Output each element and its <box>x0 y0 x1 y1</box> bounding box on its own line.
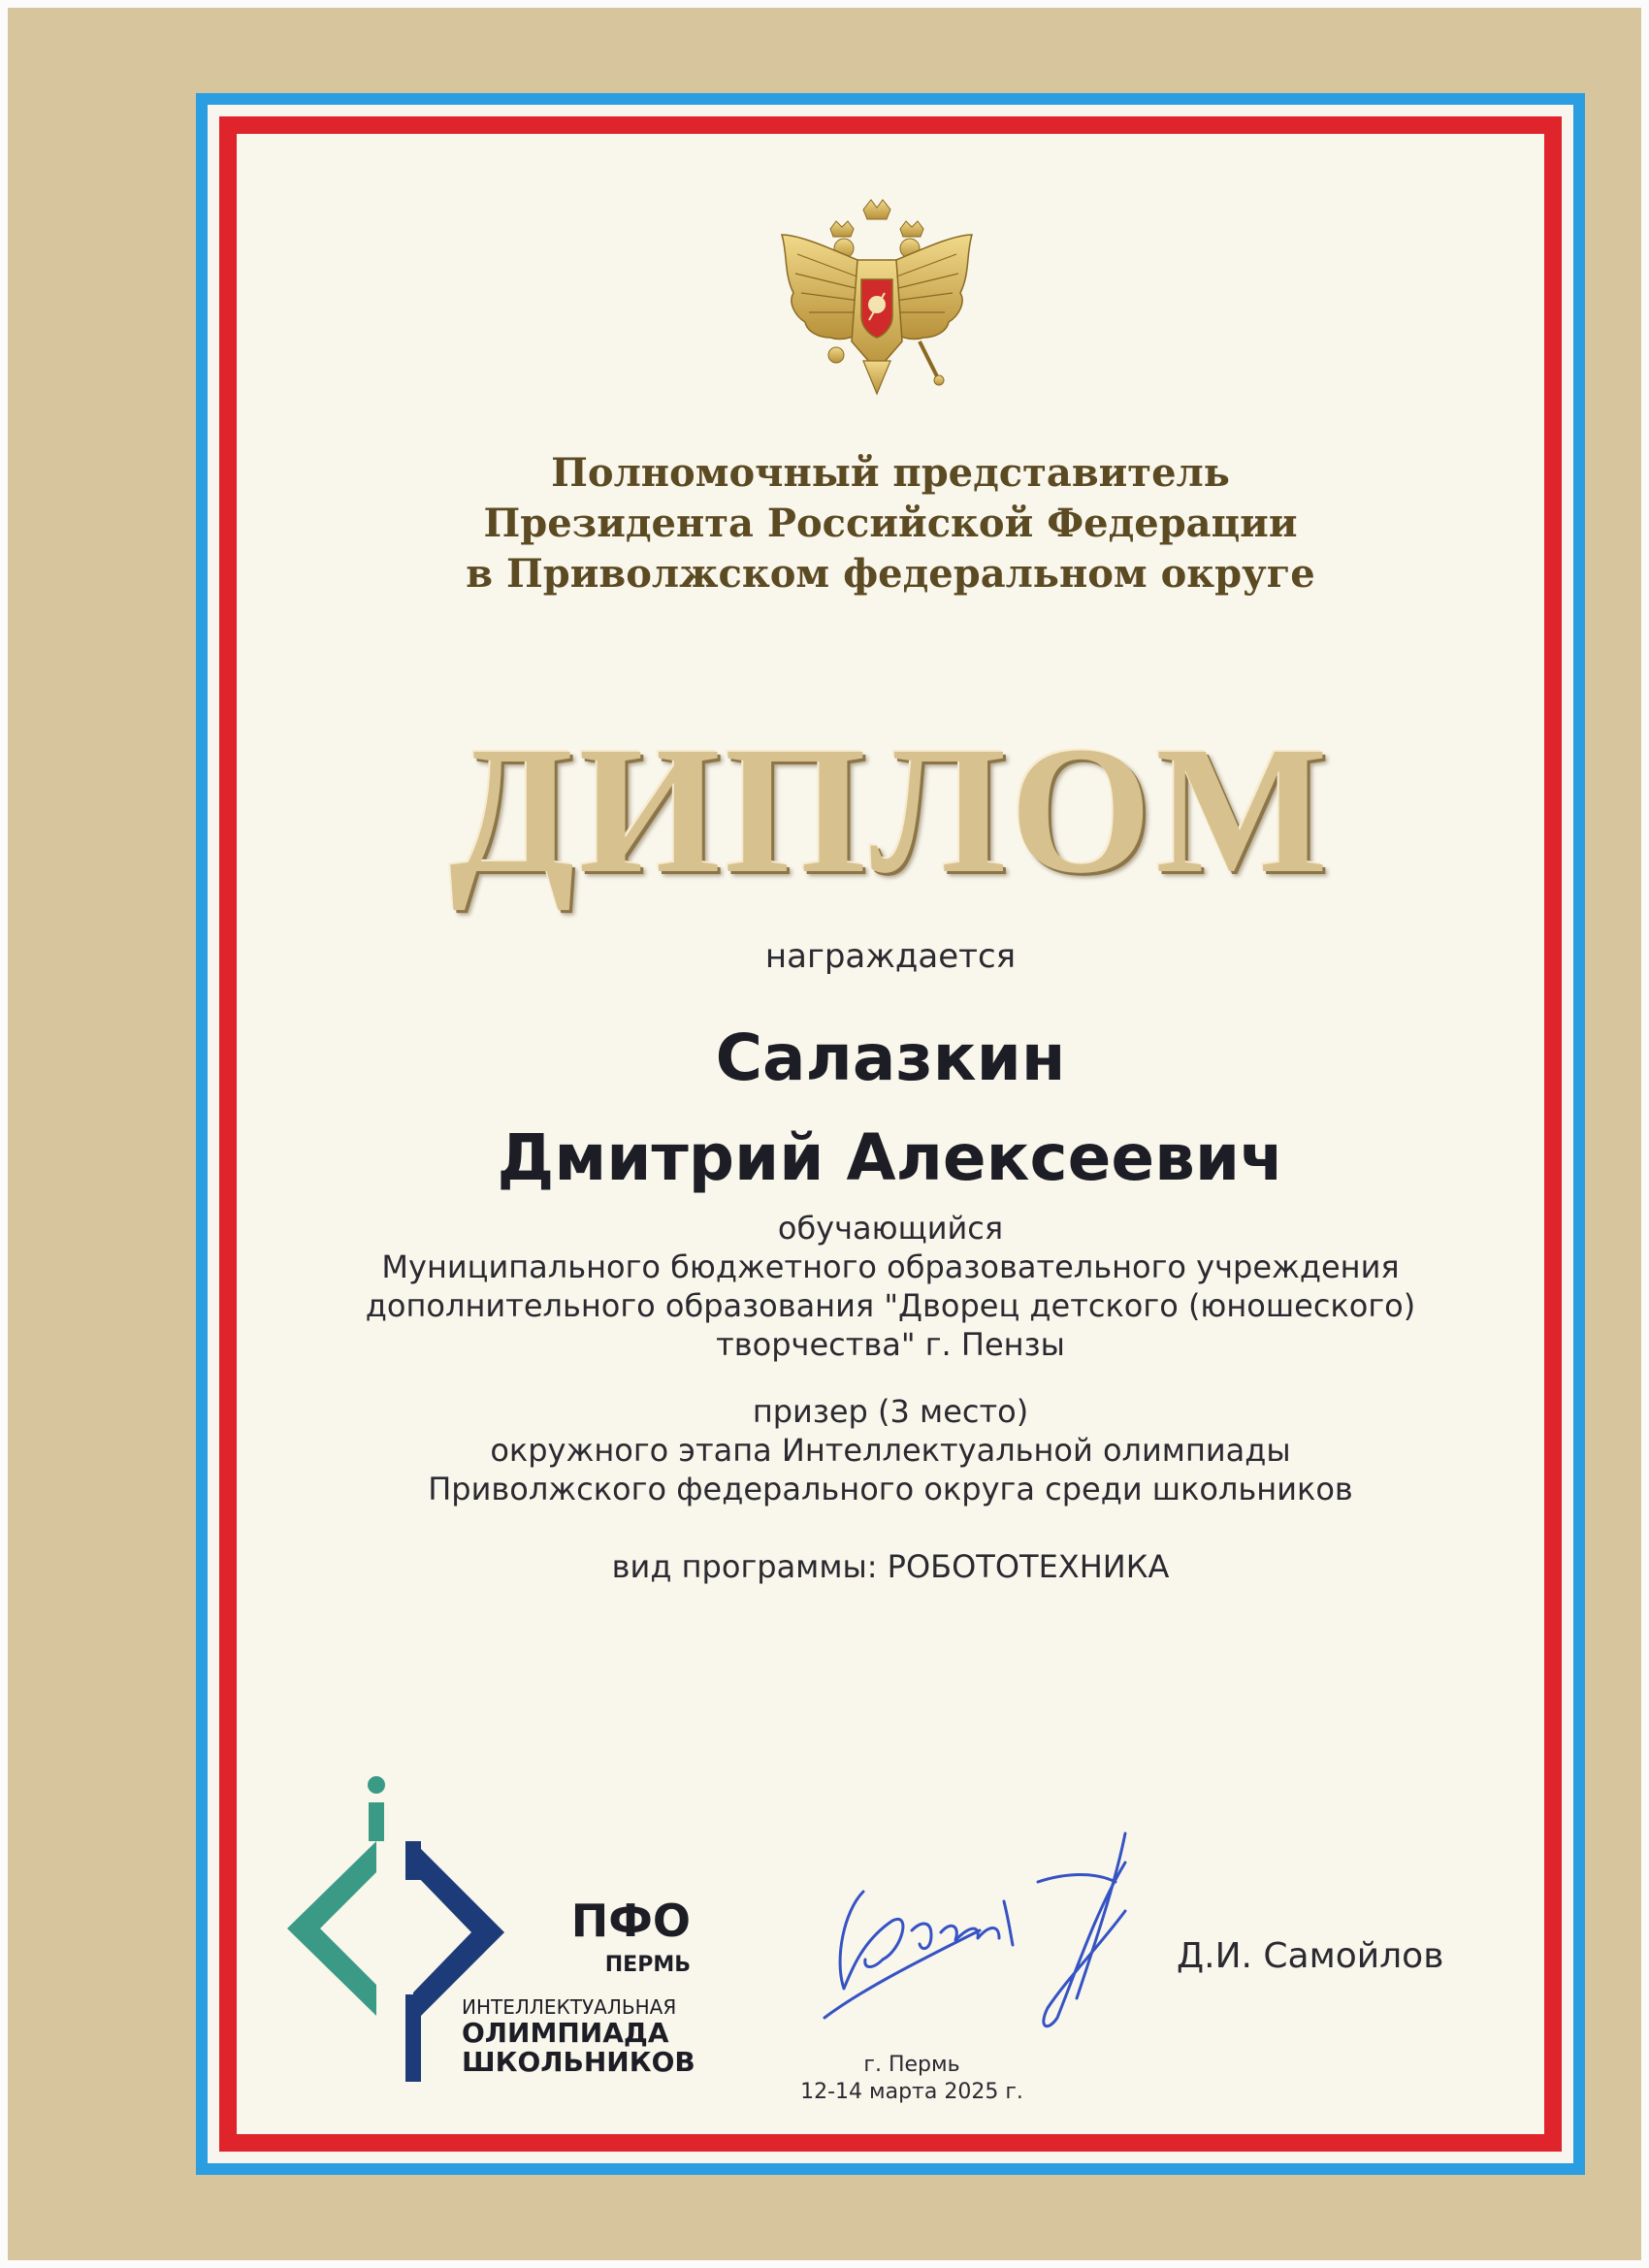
logo-olympiad-text <box>462 1995 695 2077</box>
authority-line-2: Президента Российской Федерации <box>483 501 1298 546</box>
institution-line-3: творчества" г. Пензы <box>716 1326 1065 1363</box>
place-text: г. Пермь <box>863 2053 960 2077</box>
logo-line-2: ОЛИМПИАДА <box>462 2017 669 2049</box>
logo-line-1: ИНТЕЛЛЕКТУАЛЬНАЯ <box>462 1995 677 2019</box>
authority-line-1: Полномочный представитель <box>551 450 1230 496</box>
logo-line-3: ШКОЛЬНИКОВ <box>462 2046 695 2078</box>
achievement-line-1: призер (3 место) <box>752 1393 1029 1430</box>
date-text: 12-14 марта 2025 г. <box>800 2080 1023 2104</box>
achievement-line-2: окружного этапа Интеллектуальной олимпиады <box>490 1432 1291 1469</box>
awarded-label: награждается <box>764 937 1017 976</box>
institution-line-1: Муниципального бюджетного образовательного учреждения <box>381 1248 1400 1285</box>
program-type: вид программы: РОБОТОТЕХНИКА <box>611 1548 1170 1585</box>
logo-pfo: ПФО <box>570 1895 691 1947</box>
logo-title <box>543 1896 691 1977</box>
recipient-given-names: Дмитрий Алексеевич <box>497 1120 1284 1195</box>
coat-of-arms-icon <box>774 196 980 402</box>
signature <box>805 1824 1193 2057</box>
diploma-title: ДИПЛОМ <box>449 708 1332 911</box>
status-text: обучающийся <box>777 1210 1004 1247</box>
signer-name: Д.И. Самойлов <box>1177 1936 1444 1976</box>
institution-line-2: дополнительного образования "Дворец детского (юношеского) <box>365 1287 1416 1324</box>
authority-line-3: в Приволжском федеральном округе <box>466 551 1315 597</box>
logo-city: ПЕРМЬ <box>604 1953 691 1977</box>
recipient-surname: Салазкин <box>715 1021 1066 1095</box>
achievement-line-3: Приволжского федерального округа среди школьников <box>428 1471 1353 1507</box>
